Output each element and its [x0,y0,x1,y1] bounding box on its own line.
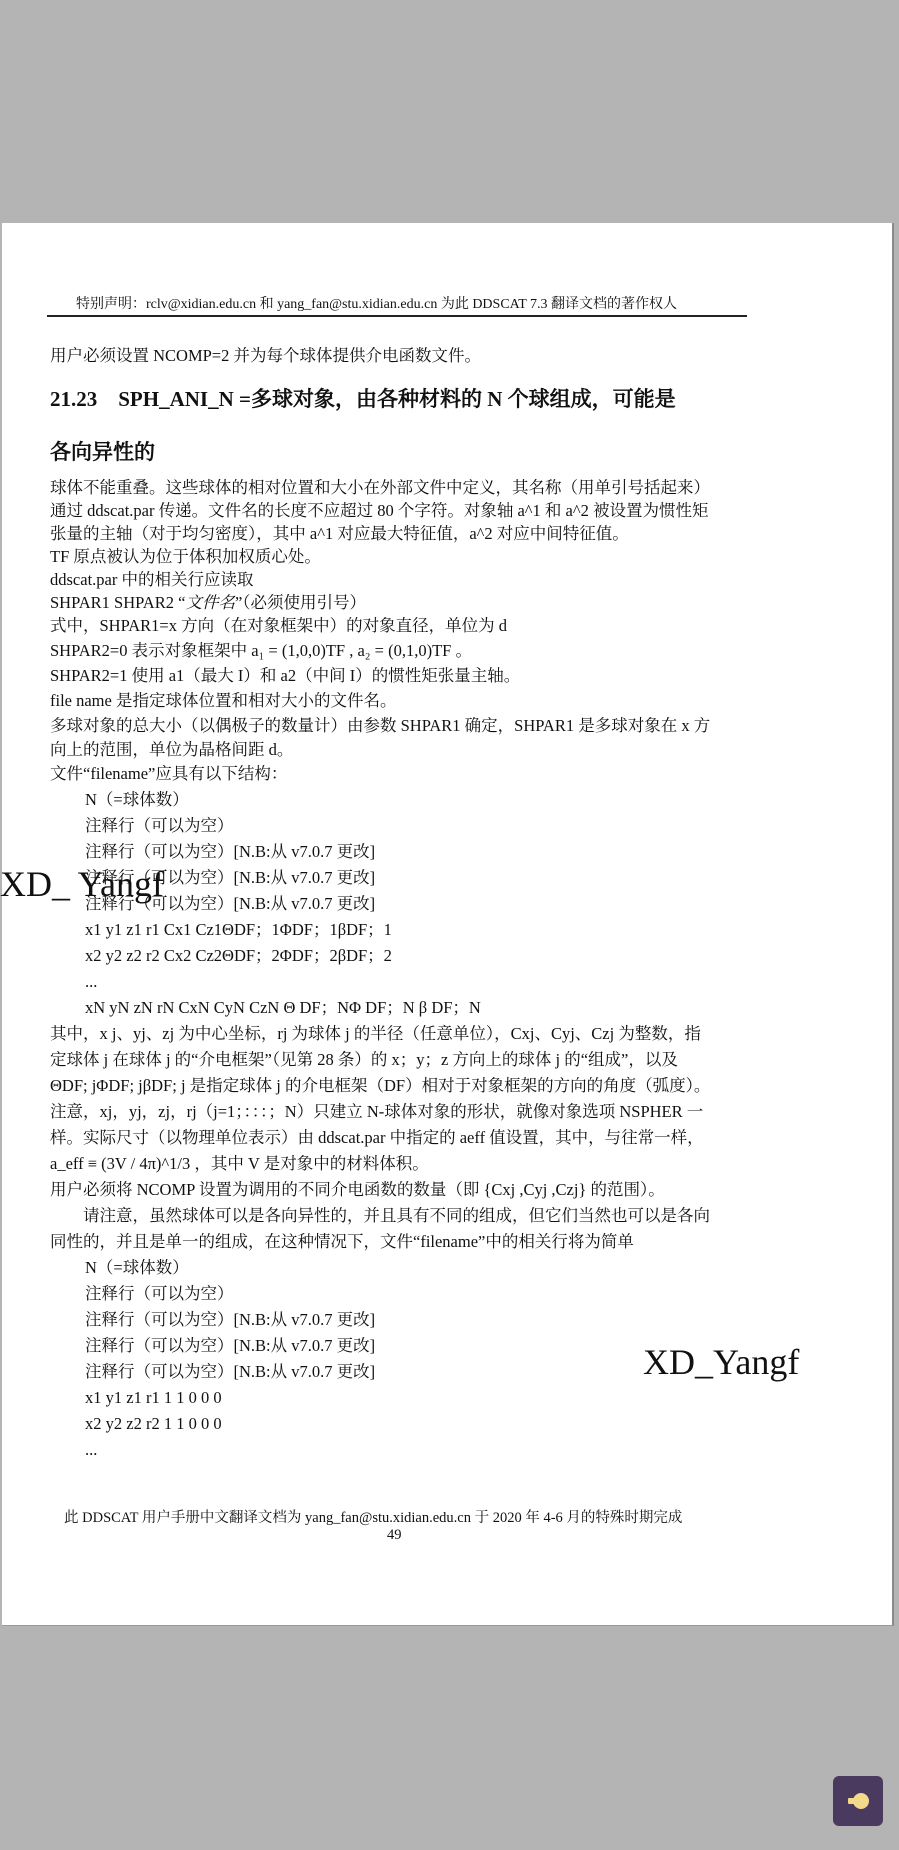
body-line: TF 原点被认为位于体积加权质心处。 [50,547,321,566]
watermark-text: XD_Yangf [643,1342,800,1382]
structure-line: 注释行（可以为空）[N.B:从 v7.0.7 更改] [85,868,376,887]
body-line: 球体不能重叠。这些球体的相对位置和大小在外部文件中定义，其名称（用单引号括起来） [50,478,710,497]
filename-line: file name 是指定球体位置和相对大小的文件名。 [50,691,397,710]
shpar-prefix: SHPAR1 SHPAR2 “ [50,593,186,612]
explain-line: 样。实际尺寸（以物理单位表示）由 ddscat.par 中指定的 aeff 值设置，其中，与往常一样， [50,1128,704,1147]
structure-line: 注释行（可以为空） [85,1284,234,1303]
body-line: ddscat.par 中的相关行应读取 [50,570,254,589]
structure-line: 注释行（可以为空）[N.B:从 v7.0.7 更改] [85,1362,376,1381]
explain-line: ΘDF; jΦDF; jβDF; j 是指定球体 j 的介电框架（DF）相对于对象框架的方向的角度（弧度）。 [50,1076,711,1095]
explain-line: 同性的，并且是单一的组成，在这种情况下，文件“filename”中的相关行将为简单 [50,1232,634,1251]
document-page [2,223,894,1626]
explain-line: 定球体 j 在球体 j 的“介电框架”（见第 28 条）的 x；y；z 方向上的球体 j 的“组成”，以及 [50,1050,678,1069]
structure-line: ... [85,972,98,991]
section-title-line-1: 21.23 SPH_ANI_N =多球对象，由各种材料的 N 个球组成，可能是 [50,387,676,411]
shpar2-0-line: SHPAR2=0 表示对象框架中 a₁ = (1,0,0)TF , a₂ = (0,1,0)TF 。 [50,641,472,660]
structure-line: N（=球体数） [85,790,189,809]
size-line: 向上的范围，单位为晶格间距 d。 [50,740,294,759]
intro-line: 用户必须设置 NCOMP=2 并为每个球体提供介电函数文件。 [50,346,481,365]
size-line: 文件“filename”应具有以下结构： [50,764,288,783]
structure-line: x2 y2 z2 r2 Cx2 Cz2ΘDF；2ΦDF；2βDF；2 [85,946,392,965]
explain-line: 其中，x j、yj、zj 为中心坐标，rj 为球体 j 的半径（任意单位），Cxj、Cyj、Czj 为整数，指 [50,1024,701,1043]
structure-line: xN yN zN rN CxN CyN CzN Θ DF；NΦ DF；N β DF；N [85,998,481,1017]
explain-line: 注意，xj，yj，zj，rj（j=1；：：：；N）只建立 N-球体对象的形状，就像对象选项 NSPHER 一 [50,1102,704,1121]
section-title-line-2: 各向异性的 [50,440,155,464]
explain-line: 用户必须将 NCOMP 设置为调用的不同介电函数的数量（即 {Cxj ,Cyj ,Czj} 的范围）。 [50,1180,665,1199]
structure-line: 注释行（可以为空）[N.B:从 v7.0.7 更改] [85,842,376,861]
structure-line: x1 y1 z1 r1 Cx1 Cz1ΘDF；1ΦDF；1βDF；1 [85,920,392,939]
body-line: 通过 ddscat.par 传递。文件名的长度不应超过 80 个字符。对象轴 a^1 和 a^2 被设置为惯性矩 [50,501,709,520]
structure-line: x2 y2 z2 r2 1 1 0 0 0 [85,1414,222,1433]
explain-line: 请注意，虽然球体可以是各向异性的，并且具有不同的组成，但它们当然也可以是各向 [50,1206,710,1225]
structure-line: ... [85,1440,98,1459]
shpar-suffix: ”（必须使用引号） [234,593,367,612]
page-footer: 此 DDSCAT 用户手册中文翻译文档为 yang_fan@stu.xidian.edu.cn 于 2020 年 4-6 月的特殊时期完成 [64,1510,683,1526]
filename-italic: 文件名 [185,593,235,612]
page-header: 特别声明：rclv@xidian.edu.cn 和 yang_fan@stu.xidian.edu.cn 为此 DDSCAT 7.3 翻译文档的著作权人 [76,297,678,312]
structure-line: 注释行（可以为空）[N.B:从 v7.0.7 更改] [85,894,376,913]
shpar1-line: 式中，SHPAR1=x 方向（在对象框架中）的对象直径，单位为 d [50,616,507,635]
shpar-syntax-line [50,592,366,614]
floating-action-button[interactable] [833,1776,883,1826]
structure-line: N（=球体数） [85,1258,189,1277]
shpar2-1-line: SHPAR2=1 使用 a1（最大 I）和 a2（中间 I）的惯性矩张量主轴。 [50,666,521,685]
watermark-text: XD_ Yangf [0,864,165,904]
size-line: 多球对象的总大小（以偶极子的数量计）由参数 SHPAR1 确定，SHPAR1 是多球对象在 x 方 [50,716,711,735]
structure-line: 注释行（可以为空）[N.B:从 v7.0.7 更改] [85,1310,376,1329]
structure-line: x1 y1 z1 r1 1 1 0 0 0 [85,1388,222,1407]
structure-line: 注释行（可以为空） [85,816,234,835]
page-number: 49 [387,1527,402,1543]
header-rule [47,315,747,317]
structure-line: 注释行（可以为空）[N.B:从 v7.0.7 更改] [85,1336,376,1355]
explain-line: a_eff ≡ (3V / 4π)^1/3 ，其中 V 是对象中的材料体积。 [50,1154,429,1173]
lightbulb-icon [845,1791,871,1811]
body-line: 张量的主轴（对于均匀密度），其中 a^1 对应最大特征值，a^2 对应中间特征值。 [50,524,629,543]
